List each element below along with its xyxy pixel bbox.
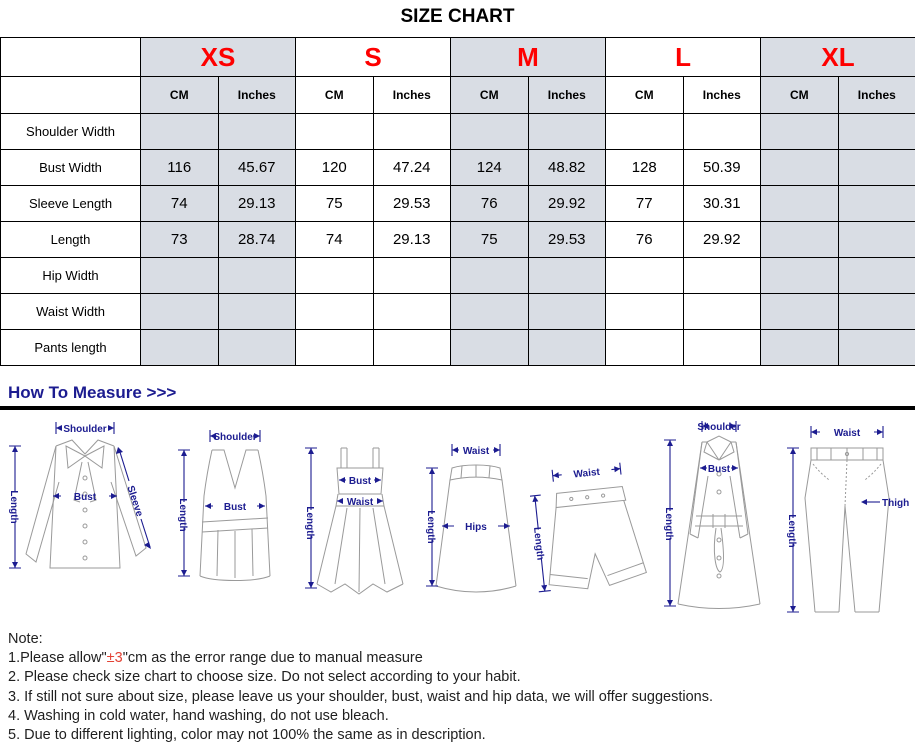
figure-pants — [783, 420, 911, 625]
size-table — [0, 37, 915, 366]
value-cell — [141, 330, 219, 366]
value-cell — [683, 330, 761, 366]
shorts-length-label: Length — [530, 526, 546, 561]
value-cell — [761, 114, 839, 150]
figure-blouse — [4, 416, 169, 616]
figure-dress — [301, 432, 419, 632]
note-line-3: 3. If still not sure about size, please leave us your shoulder, bust, waist and hip data, we will offer suggestions. — [8, 688, 713, 705]
value-cell — [296, 294, 374, 330]
measurement-label: Hip Width — [1, 258, 141, 294]
figure-shorts — [530, 458, 655, 658]
dress-length-label: Length — [304, 506, 316, 540]
value-cell: 29.53 — [373, 186, 451, 222]
unit-inches: Inches — [373, 77, 451, 114]
value-cell — [761, 258, 839, 294]
note-1-prefix: 1.Please allow" — [8, 650, 107, 667]
unit-inches: Inches — [838, 77, 915, 114]
value-cell — [683, 114, 761, 150]
pants-thigh-label: Thigh — [881, 498, 910, 509]
unit-cm: CM — [451, 77, 529, 114]
blouse-length-label: Length — [8, 490, 19, 524]
value-cell — [683, 294, 761, 330]
skirt-hips-label: Hips — [465, 522, 488, 533]
value-cell — [141, 114, 219, 150]
value-cell — [296, 114, 374, 150]
value-cell: 28.74 — [218, 222, 296, 258]
value-cell — [141, 294, 219, 330]
note-1-tolerance: ±3 — [106, 650, 123, 667]
value-cell: 77 — [606, 186, 684, 222]
table-row — [1, 222, 915, 258]
blouse-bust-label: Bust — [73, 492, 97, 503]
note-1-suffix: "cm as the error range due to manual measure — [122, 650, 423, 667]
value-cell — [683, 258, 761, 294]
dress-bust-label: Bust — [349, 476, 372, 487]
value-cell: 128 — [606, 150, 684, 186]
value-cell: 29.13 — [373, 222, 451, 258]
value-cell: 30.31 — [683, 186, 761, 222]
value-cell — [528, 294, 606, 330]
value-cell — [528, 258, 606, 294]
size-header-m: M — [451, 38, 606, 77]
measurement-label: Pants length — [1, 330, 141, 366]
value-cell: 120 — [296, 150, 374, 186]
tank-length-label: Length — [177, 498, 189, 532]
value-cell — [218, 294, 296, 330]
notes — [8, 630, 915, 745]
value-cell — [296, 258, 374, 294]
table-row — [1, 150, 915, 186]
table-row — [1, 294, 915, 330]
value-cell: 74 — [296, 222, 374, 258]
size-header-s: S — [296, 38, 451, 77]
blank-unit-cell — [1, 77, 141, 114]
value-cell — [838, 114, 915, 150]
figure-skirt — [424, 434, 524, 634]
value-cell — [451, 258, 529, 294]
value-cell — [838, 186, 915, 222]
value-cell: 76 — [606, 222, 684, 258]
note-line-4: 4. Washing in cold water, hand washing, do not use bleach. — [8, 707, 389, 724]
page-title: SIZE CHART — [400, 6, 515, 27]
value-cell — [373, 258, 451, 294]
value-cell — [373, 114, 451, 150]
value-cell: 29.53 — [528, 222, 606, 258]
value-cell: 75 — [296, 186, 374, 222]
how-to-measure-heading: How To Measure >>> — [8, 383, 177, 402]
notes-heading: Note: — [8, 631, 43, 647]
value-cell: 50.39 — [683, 150, 761, 186]
blouse-sleeve-label: Sleeve — [124, 484, 145, 518]
shorts-waist-label: Waist — [572, 466, 601, 481]
coat-bust-label: Bust — [707, 464, 730, 475]
note-line-2: 2. Please check size chart to choose size. Do not select according to your habit. — [8, 669, 521, 686]
value-cell — [528, 114, 606, 150]
value-cell: 124 — [451, 150, 529, 186]
coat-length-label: Length — [662, 507, 674, 541]
unit-inches: Inches — [683, 77, 761, 114]
value-cell — [451, 294, 529, 330]
table-row — [1, 330, 915, 366]
note-line-5: 5. Due to different lighting, color may not 100% the same as in description. — [8, 727, 486, 744]
size-header-xl: XL — [761, 38, 915, 77]
value-cell — [838, 222, 915, 258]
value-cell — [838, 150, 915, 186]
value-cell — [761, 186, 839, 222]
value-cell — [606, 114, 684, 150]
measurement-label: Bust Width — [1, 150, 141, 186]
unit-cm: CM — [761, 77, 839, 114]
blouse-shoulder-label: Shoulder — [63, 424, 107, 435]
value-cell — [838, 258, 915, 294]
tank-bust-label: Bust — [224, 502, 247, 513]
measurement-label: Shoulder Width — [1, 114, 141, 150]
value-cell: 48.82 — [528, 150, 606, 186]
value-cell: 75 — [451, 222, 529, 258]
unit-cm: CM — [296, 77, 374, 114]
table-row — [1, 186, 915, 222]
blank-corner-cell — [1, 38, 141, 77]
value-cell — [606, 330, 684, 366]
value-cell: 76 — [451, 186, 529, 222]
dress-waist-label: Waist — [347, 497, 374, 508]
value-cell — [606, 258, 684, 294]
value-cell: 29.92 — [528, 186, 606, 222]
size-header-row — [1, 38, 915, 77]
unit-cm: CM — [606, 77, 684, 114]
value-cell — [451, 330, 529, 366]
pants-waist-label: Waist — [833, 428, 861, 439]
value-cell — [761, 222, 839, 258]
tank-shoulder-label: Shoulder — [213, 432, 257, 443]
value-cell — [141, 258, 219, 294]
table-row — [1, 258, 915, 294]
unit-inches: Inches — [528, 77, 606, 114]
value-cell — [528, 330, 606, 366]
unit-cm: CM — [141, 77, 219, 114]
value-cell: 74 — [141, 186, 219, 222]
value-cell — [838, 294, 915, 330]
value-cell — [761, 150, 839, 186]
skirt-waist-label: Waist — [463, 446, 490, 457]
size-header-xs: XS — [141, 38, 296, 77]
unit-inches: Inches — [218, 77, 296, 114]
value-cell — [218, 258, 296, 294]
value-cell — [373, 294, 451, 330]
figure-tank-top — [174, 424, 296, 624]
value-cell: 47.24 — [373, 150, 451, 186]
value-cell — [218, 114, 296, 150]
value-cell: 29.13 — [218, 186, 296, 222]
value-cell — [761, 330, 839, 366]
value-cell: 73 — [141, 222, 219, 258]
measurement-label: Sleeve Length — [1, 186, 141, 222]
measurement-label: Length — [1, 222, 141, 258]
value-cell — [296, 330, 374, 366]
value-cell: 45.67 — [218, 150, 296, 186]
coat-shoulder-label: Shoulder — [697, 422, 741, 433]
value-cell — [451, 114, 529, 150]
value-cell — [838, 330, 915, 366]
note-line-1 — [8, 649, 915, 668]
value-cell — [761, 294, 839, 330]
value-cell: 29.92 — [683, 222, 761, 258]
size-header-l: L — [606, 38, 761, 77]
value-cell — [373, 330, 451, 366]
value-cell — [218, 330, 296, 366]
table-row — [1, 114, 915, 150]
measurement-label: Waist Width — [1, 294, 141, 330]
skirt-length-label: Length — [425, 510, 437, 544]
pants-length-label: Length — [785, 514, 797, 548]
figure-coat — [660, 416, 778, 621]
measure-figures — [0, 410, 915, 624]
unit-header-row — [1, 77, 915, 114]
value-cell: 116 — [141, 150, 219, 186]
value-cell — [606, 294, 684, 330]
